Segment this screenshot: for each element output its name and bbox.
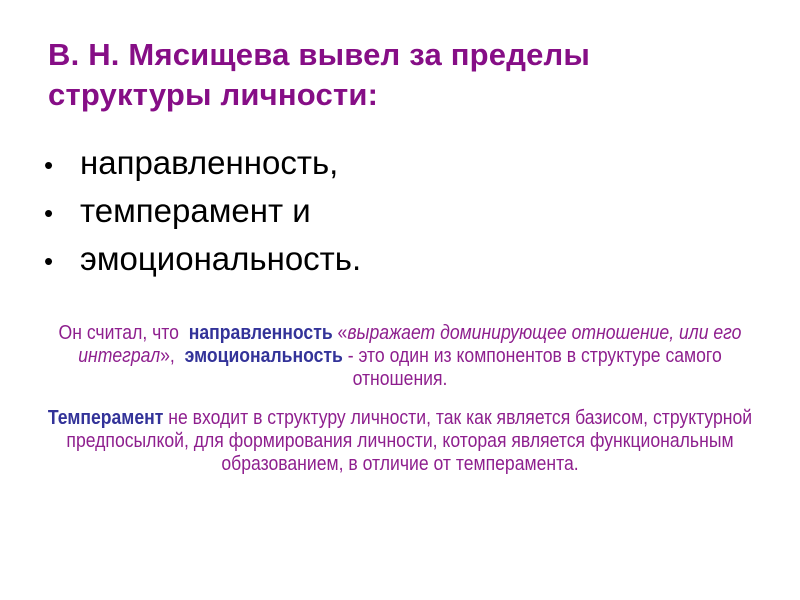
list-item: [44, 140, 361, 188]
paragraph-segment: - это один из компонентов в структуре самого отношения.: [342, 345, 722, 390]
paragraph-1: [39, 322, 761, 391]
term-emphasis: Темперамент: [47, 407, 164, 429]
bullet-icon: •: [44, 198, 54, 228]
list-item: [44, 236, 361, 284]
bullet-text: направленность,: [80, 144, 339, 181]
slide-title: В. Н. Мясищева вывел за пределы структуры личности:: [48, 37, 591, 112]
bullet-text: эмоциональность.: [80, 240, 362, 277]
paragraph-segment: «: [332, 322, 348, 344]
list-item: [44, 188, 361, 236]
quoted-italic-text: выражает доминирующее отношение, или его интеграл: [78, 322, 742, 367]
term-emphasis: направленность: [188, 322, 333, 344]
paragraph-2: [39, 407, 761, 476]
bullet-icon: •: [44, 246, 54, 276]
paragraph-segment: Он считал, что: [58, 322, 189, 344]
term-emphasis: эмоциональность: [184, 345, 343, 367]
paragraph-segment: не входит в структуру личности, так как является базисом, структурной предпосылкой, для формирования личности, которая является функциональным образованием, в отличие от темперамента.: [66, 407, 753, 475]
bullet-list: [44, 140, 361, 284]
bullet-text: темперамент и: [80, 192, 311, 229]
notes-section: [0, 322, 800, 476]
bullet-icon: •: [44, 150, 54, 180]
paragraph-segment: »,: [160, 345, 185, 367]
